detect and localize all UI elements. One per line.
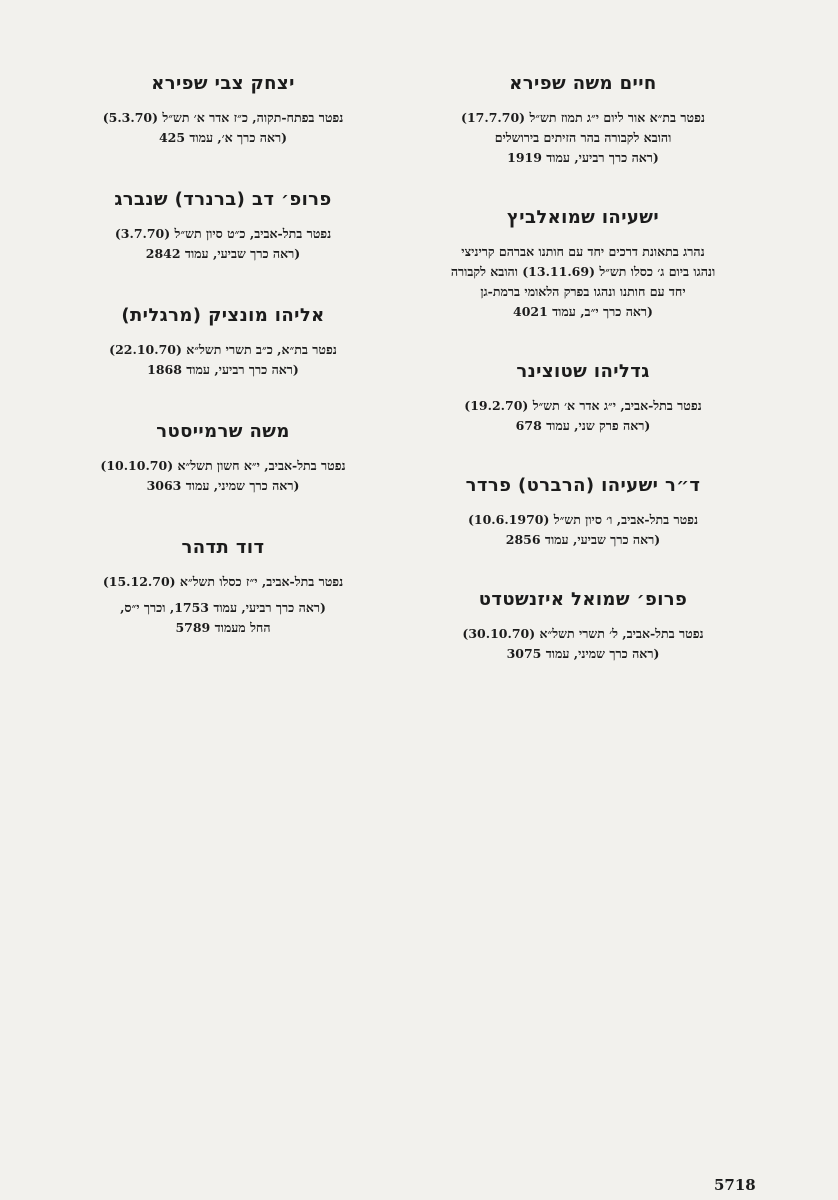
right-column <box>418 72 748 702</box>
entry-eliyahu-munzik <box>58 304 388 380</box>
entry-reference: (ראה כרך שביעי, עמוד 2856 <box>505 532 661 547</box>
entry-name: אליהו מונציק (מרגלית) <box>121 305 325 326</box>
entry-reference: (ראה כרך א׳, עמוד 425 <box>158 130 288 145</box>
entry-reference: (ראה כרך שביעי, עמוד 2842 <box>145 246 301 261</box>
entry-reference: (ראה כרך שמיני, עמוד 3075 <box>506 646 660 661</box>
entry-gedalyahu-shtutziner <box>418 360 748 436</box>
entry-david-tidhar <box>58 536 388 638</box>
left-column <box>58 72 388 678</box>
entry-reference: (ראה כרך רביעי, עמוד 1919 <box>507 150 659 165</box>
entry-name: פרופ׳ שמואל איזנשטדט <box>478 589 688 610</box>
entry-reference: (ראה כרך י״ב, עמוד 4021 <box>513 304 653 319</box>
entry-line: נפטר בתל-אביב, ו׳ סיון תש״ל (10.6.1970) <box>467 512 699 527</box>
entry-line: נפטר בת״א אור ליום י״ג תמוז תש״ל (17.7.70) <box>461 110 705 125</box>
entry-yeshayahu-herbert-prader <box>418 474 748 550</box>
page-number: 5718 <box>714 1176 756 1194</box>
entry-chaim-moshe-shapira <box>418 72 748 168</box>
entry-reference: החל מעמוד 5789 <box>175 620 271 635</box>
entry-name: משה שרמייסטר <box>156 421 290 442</box>
entry-line: נהרג בתאונת דרכים יחד עם חותנו אברהם קריניצי <box>461 244 705 259</box>
entry-line: נפטר בתל-אביב, י״א חשון תשל״א (10.10.70) <box>100 458 346 473</box>
entry-name: ישעיהו שמואלביץ <box>506 207 660 228</box>
entry-yeshayahu-shmuelevitz <box>418 206 748 322</box>
entry-name: יצחק צבי שפירא <box>151 73 295 94</box>
entry-reference: (ראה כרך רביעי, עמוד 1753, וכרך י״ס, <box>120 600 326 615</box>
entry-line: נפטר בתל-אביב, י״ז כסלו תשל״א (15.12.70) <box>102 574 344 589</box>
entry-line: ונהגו ביום ג׳ כסלו תש״ל (13.11.69) והובא לקבורה <box>450 264 716 279</box>
entry-line: נפטר בתל-אביב, י״ג אדר א׳ תש״ל (19.2.70) <box>464 398 702 413</box>
entry-dov-bernard-schoenberg <box>58 188 388 264</box>
entry-reference: (ראה כרך רביעי, עמוד 1868 <box>147 362 299 377</box>
entry-line: נפטר בפתח-תקוה, כ״ז אדר א׳ תש״ל (5.3.70) <box>102 110 344 125</box>
entry-moshe-schermeister <box>58 420 388 496</box>
entry-name: ד״ר ישעיהו (הרברט) פרדר <box>465 475 701 496</box>
entry-line: יחד עם חותנו ונהגו בפרק הלאומי ברמת-גן <box>480 284 686 299</box>
entry-name: דוד תדהר <box>181 537 265 558</box>
entry-yitzhak-zvi-shapira <box>58 72 388 148</box>
entry-reference: (ראה כרך שמיני, עמוד 3063 <box>146 478 300 493</box>
entry-name: פרופ׳ דב (ברנרד) שנברג <box>114 189 332 210</box>
entry-line: נפטר בת״א, כ״ב תשרי תשל״א (22.10.70) <box>109 342 337 357</box>
entry-line: נפטר בתל-אביב, כ״ט סיון תש״ל (3.7.70) <box>114 226 332 241</box>
entry-reference: (ראה פרק שני, עמוד 678 <box>515 418 651 433</box>
entry-line: נפטר בתל-אביב, ל׳ תשרי תשל״א (30.10.70) <box>462 626 704 641</box>
entry-name: חיים משה שפירא <box>509 73 657 94</box>
entry-shmuel-eisenstadt <box>418 588 748 664</box>
entry-line: והובא לקבורה בהר הזיתים בירושלים <box>494 130 672 145</box>
entry-name: גדליהו שטוצינר <box>516 361 650 382</box>
